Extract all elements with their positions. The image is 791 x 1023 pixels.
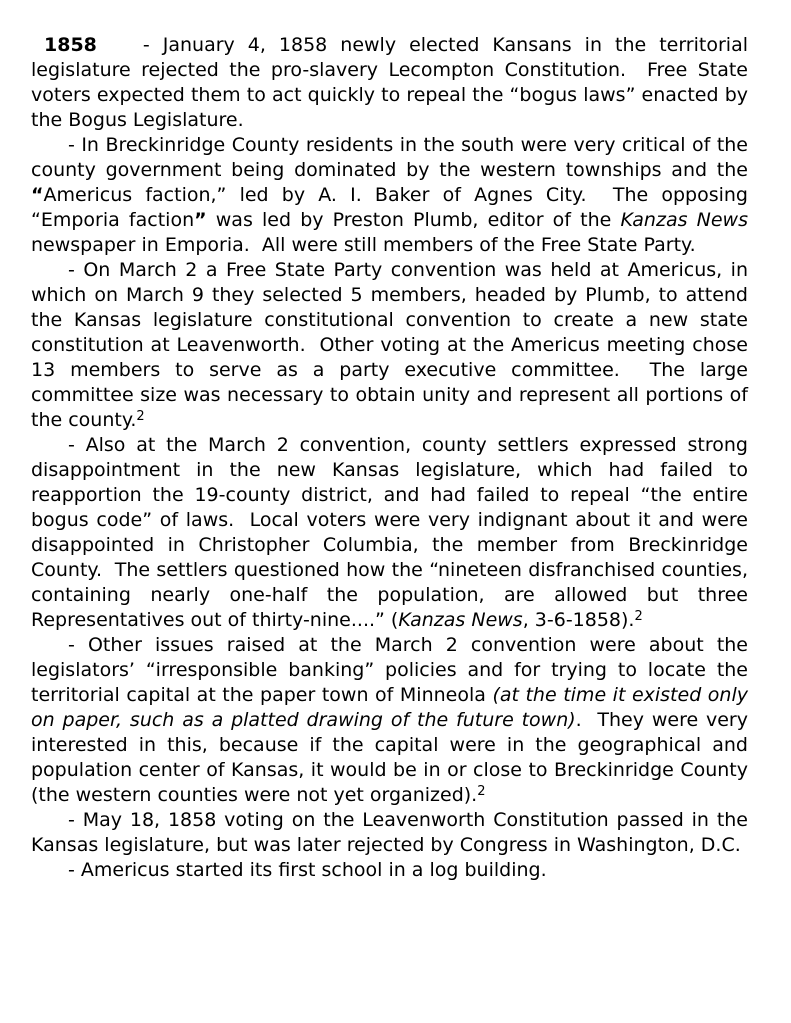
text-run: Americus faction,” led by A. I. Baker of Agnes City. The opposing “Emporia faction — [31, 184, 748, 231]
text-run: - Other issues raised at the March 2 convention were about the legislators’ “irresponsible banking” policies and for trying to locate the territorial capital at the paper town of Minneola — [31, 634, 748, 706]
text-run: 1858 — [44, 34, 97, 56]
text-run: - On March 2 a Free State Party convention was held at Americus, in which on March 9 they selected 5 members, headed by Plumb, to attend the Kansas legislature constitutional convention to create a new state constitution at Leavenworth. Other voting at the Americus meeting chose 13 members to serve as a party executive committee. The large committee size was necessary to obtain unity and represent all portions of the county. — [31, 259, 748, 431]
timeline-entry-paragraph — [31, 133, 748, 258]
text-run: Kanzas News — [398, 609, 523, 631]
text-run: was led by Preston Plumb, editor of the — [206, 209, 621, 231]
text-run: Kanzas News — [620, 209, 748, 231]
tab-spacer — [97, 50, 143, 51]
footnote-ref: 2 — [634, 609, 643, 624]
timeline-entry-paragraph — [31, 808, 748, 858]
text-run: - Also at the March 2 convention, county settlers expressed strong disappointment in the new Kansas legislature, which had failed to reapportion the 19-county district, and had failed to repeal “the entire bogus code” of laws. Local voters were very indignant about it and were disappointed in Christopher Columbia, the member from Breckinridge County. The settlers questioned how the “nineteen disfranchised counties, containing nearly one-half the population, are allowed but three Representatives out of thirty-nine....” ( — [31, 434, 748, 631]
year-paragraph — [31, 33, 748, 133]
text-run: - In Breckinridge County residents in the south were very critical of the county government being dominated by the western townships and the — [31, 134, 748, 181]
text-run: - January 4, 1858 newly elected Kansans in the territorial legislature rejected the pro-slavery Lecompton Constitution. Free State voters expected them to act quickly to repeal the “bogus laws” enacted by the Bogus Legislature. — [31, 34, 748, 131]
text-run: - Americus started its first school in a log building. — [68, 859, 547, 881]
text-run: (at the time it existed only on paper, such as a platted drawing of the future town) — [31, 684, 748, 731]
timeline-entry-paragraph — [31, 433, 748, 633]
footnote-ref: 2 — [477, 784, 486, 799]
text-run: “ — [31, 184, 44, 206]
footnote-ref: 2 — [136, 409, 145, 424]
timeline-entry-paragraph — [31, 258, 748, 433]
text-run: ” — [194, 209, 207, 231]
text-run: . They were very interested in this, because if the capital were in the geographical and population center of Kansas, it would be in or close to Breckinridge County (the western counties were not yet organized). — [31, 709, 748, 806]
text-run: newspaper in Emporia. All were still members of the Free State Party. — [31, 234, 696, 256]
timeline-entry-paragraph — [31, 633, 748, 808]
timeline-entry-paragraph — [31, 858, 748, 883]
text-run: , 3-6-1858). — [522, 609, 635, 631]
text-run: - May 18, 1858 voting on the Leavenworth Constitution passed in the Kansas legislature, but was later rejected by Congress in Washington, D.C. — [31, 809, 748, 856]
